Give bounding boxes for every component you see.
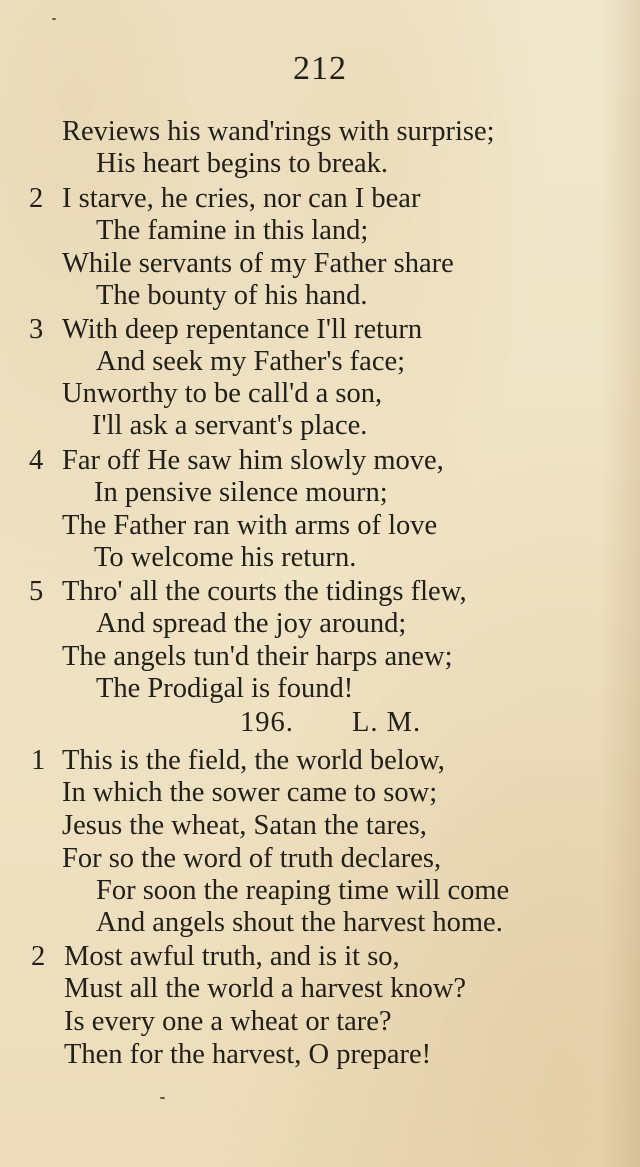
hymn-line: Is every one a wheat or tare? [64, 1006, 392, 1037]
hymn-line: For so the word of truth declares, [62, 843, 442, 874]
hymn-line: The Prodigal is found! [96, 673, 354, 704]
hymn-line: In pensive silence mourn; [94, 477, 388, 508]
hymn-line: Then for the harvest, O prepare! [64, 1039, 432, 1070]
verse-number: 3 [29, 314, 44, 345]
hymn-number: 196. [240, 707, 294, 738]
hymn-line: I starve, he cries, nor can I bear [62, 183, 421, 214]
hymn-line: Far off He saw him slowly move, [62, 445, 444, 476]
hymn-line: The angels tun'd their harps anew; [62, 641, 453, 672]
verse-number: 1 [31, 745, 46, 776]
hymn-line: Must all the world a harvest know? [64, 973, 467, 1004]
hymn-line: Thro' all the courts the tidings flew, [62, 576, 467, 607]
print-speck [52, 18, 56, 20]
hymn-line: I'll ask a servant's place. [92, 410, 368, 441]
hymn-line: And spread the joy around; [96, 608, 407, 639]
hymn-line: And angels shout the harvest home. [96, 907, 503, 938]
hymn-line: The Father ran with arms of love [62, 510, 438, 541]
hymn-line: The famine in this land; [96, 215, 369, 246]
print-speck [160, 1097, 165, 1099]
hymn-line: Jesus the wheat, Satan the tares, [62, 810, 427, 841]
hymn-line: The bounty of his hand. [96, 280, 368, 311]
hymn-line: In which the sower came to sow; [62, 777, 438, 808]
hymn-line: His heart begins to break. [96, 148, 389, 179]
page-edge-shading [600, 0, 640, 1167]
hymn-line: To welcome his return. [94, 542, 357, 573]
hymn-line: Reviews his wand'rings with surprise; [62, 116, 495, 147]
hymn-line: Most awful truth, and is it so, [64, 941, 400, 972]
hymn-line: With deep repentance I'll return [62, 314, 423, 345]
hymn-meter: L. M. [352, 707, 422, 738]
hymn-line: While servants of my Father share [62, 248, 454, 279]
hymn-line: And seek my Father's face; [96, 346, 406, 377]
verse-number: 2 [31, 941, 46, 972]
hymn-line: Unworthy to be call'd a son, [62, 378, 383, 409]
verse-number: 4 [29, 445, 44, 476]
verse-number: 2 [29, 183, 44, 214]
verse-number: 5 [29, 576, 44, 607]
page-number: 212 [293, 50, 347, 87]
hymn-line: For soon the reaping time will come [96, 875, 510, 906]
hymn-line: This is the field, the world below, [62, 745, 445, 776]
